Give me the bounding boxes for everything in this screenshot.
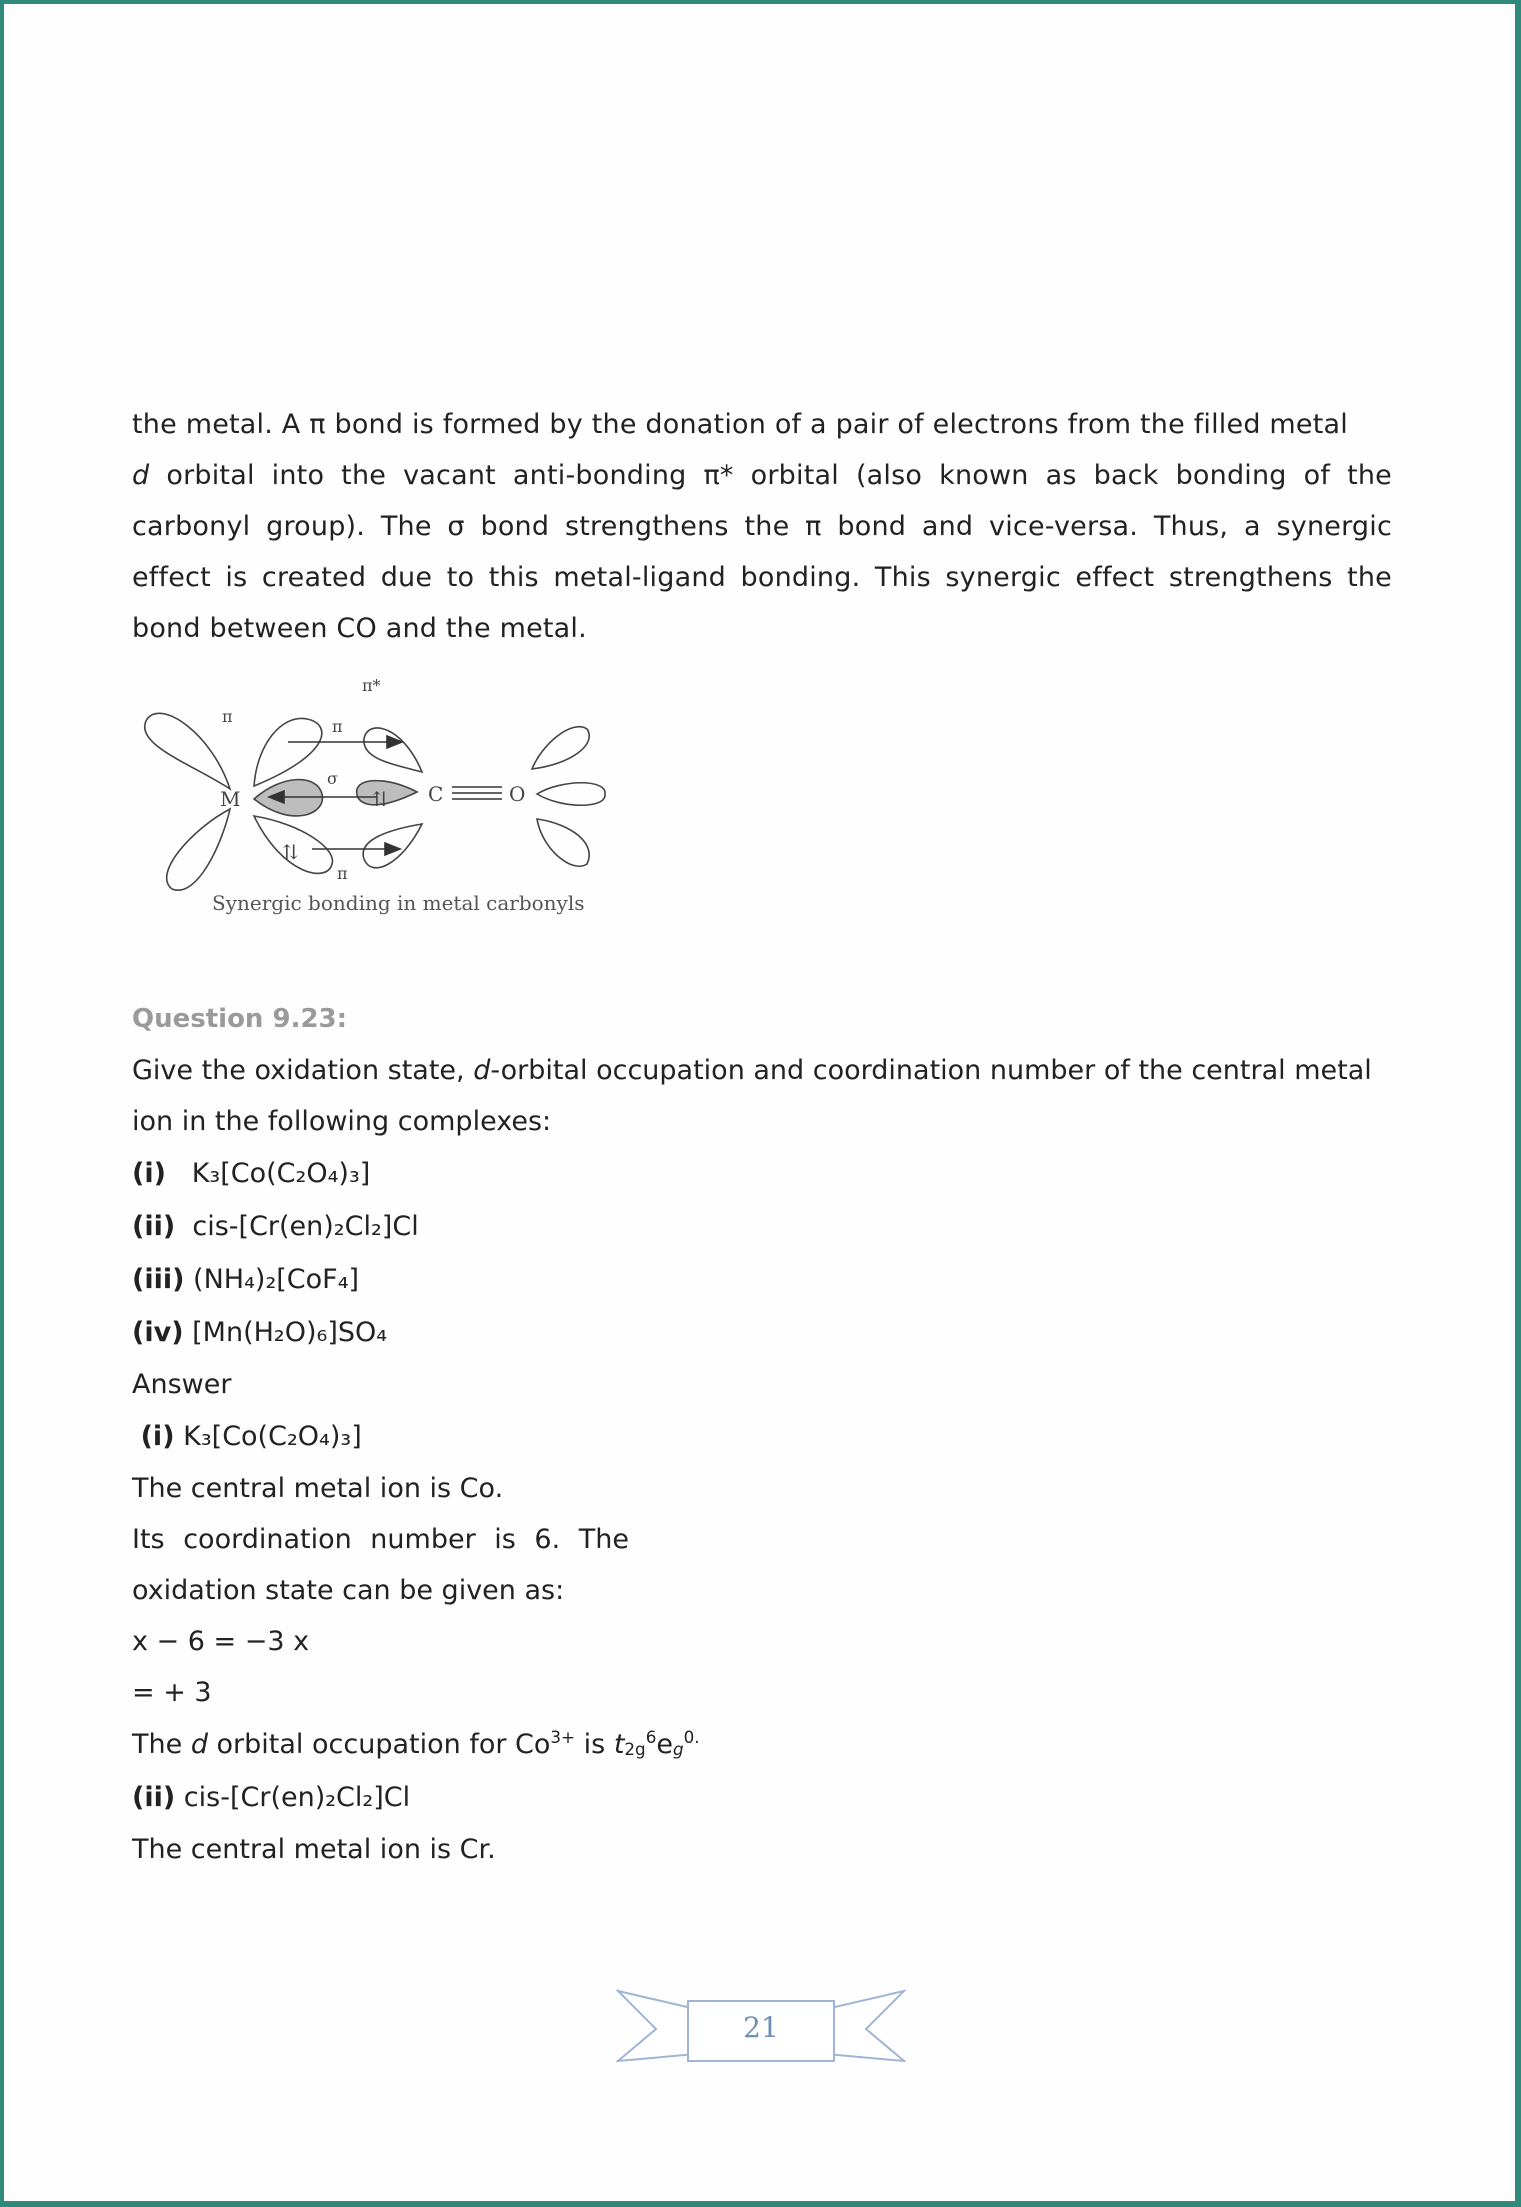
answer-formula: cis-[Cr(en)₂Cl₂]Cl: [183, 1782, 411, 1813]
item-formula: [Mn(H₂O)₆]SO₄: [192, 1317, 388, 1348]
equation-line-2: = + 3: [132, 1677, 212, 1708]
document-page: [4, 4, 1515, 2201]
electron-pair-sigma: ⇅: [372, 787, 389, 811]
orbital-occupation-line: [132, 1718, 1392, 1771]
question-prompt-line-1: [132, 1045, 1392, 1096]
item-formula: cis-[Cr(en)₂Cl₂]Cl: [192, 1211, 419, 1242]
page-number: 21: [743, 2011, 779, 2044]
answer-part-ii-heading: [132, 1771, 1392, 1824]
pi-star-label: π*: [362, 676, 381, 695]
pi-label-bottom: π: [337, 864, 348, 883]
pi-label-left: π: [222, 707, 233, 726]
answer-line: The central metal ion is Cr.: [132, 1834, 496, 1865]
figure-caption: Synergic bonding in metal carbonyls: [212, 891, 585, 915]
synergic-paragraph: [132, 399, 1392, 654]
orbital-diagram-icon: [132, 664, 612, 894]
occ-e: e: [656, 1729, 673, 1760]
question-heading: Question 9.23:: [132, 1004, 348, 1034]
item-label: (i): [132, 1158, 166, 1189]
answer-part-i-heading: [132, 1410, 1392, 1463]
occ-t: t: [613, 1729, 625, 1760]
question-item-i: [132, 1147, 1392, 1200]
occ-mid: orbital occupation for Co: [207, 1729, 551, 1760]
paragraph-line-5: bond between CO and the metal.: [132, 613, 587, 644]
occ-charge: 3+: [550, 1727, 576, 1747]
paragraph-line-3: carbonyl group). The σ bond strengthens the π bond and vice-versa. Thus, a synergic: [132, 511, 1392, 542]
item-formula: K₃[Co(C₂O₄)₃]: [191, 1158, 371, 1189]
answer-line: Its coordination number is 6. The: [132, 1524, 629, 1555]
metal-label: M: [220, 787, 241, 811]
page-content: [132, 399, 1392, 1875]
paragraph-line-2: [132, 450, 1392, 501]
item-label: (iv): [132, 1317, 184, 1348]
synergic-bonding-figure: [132, 664, 612, 954]
occ-is: is: [575, 1729, 614, 1760]
occ-e-sup: 0.: [683, 1727, 700, 1747]
occ-t-sub: 2g: [624, 1739, 646, 1759]
item-label: (iii): [132, 1264, 185, 1295]
occ-d: d: [190, 1729, 208, 1760]
prompt-part-a: Give the oxidation state,: [132, 1055, 474, 1086]
paragraph-line-1: the metal. A π bond is formed by the donation of a pair of electrons from the filled metal: [132, 409, 1348, 440]
item-formula: (NH₄)₂[CoF₄]: [193, 1264, 360, 1295]
oxygen-label: O: [509, 782, 526, 806]
prompt-part-b: -orbital occupation and coordination number of the central metal: [490, 1055, 1372, 1086]
equation-1: x − 6 = −3 x: [132, 1626, 310, 1657]
occ-e-sub: g: [672, 1739, 684, 1759]
sigma-label: σ: [327, 769, 338, 788]
question-item-iv: [132, 1306, 1392, 1359]
paragraph-line-4: effect is created due to this metal-ligand bonding. This synergic effect strengthens the: [132, 562, 1392, 593]
d-italic: d: [132, 460, 150, 491]
occ-prefix: The: [132, 1729, 191, 1760]
answer-line: The central metal ion is Co.: [132, 1473, 504, 1504]
pi-label-top: π: [332, 717, 343, 736]
equation-line-1: [132, 1616, 1392, 1667]
item-label: (ii): [132, 1211, 176, 1242]
occ-t-sup: 6: [645, 1727, 657, 1747]
prompt-d: d: [473, 1055, 491, 1086]
question-item-iii: [132, 1253, 1392, 1306]
electron-pair-pi: ⇅: [282, 840, 299, 864]
answer-line: oxidation state can be given as:: [132, 1575, 565, 1606]
answer-label: (i): [140, 1421, 175, 1452]
paragraph-line-2-text: orbital into the vacant anti-bonding π* orbital (also known as back bonding of the: [166, 460, 1392, 491]
question-prompt-line-2: ion in the following complexes:: [132, 1106, 552, 1137]
answer-label: (ii): [132, 1782, 176, 1813]
answer-formula: K₃[Co(C₂O₄)₃]: [183, 1421, 362, 1452]
answer-heading: Answer: [132, 1369, 232, 1400]
page-number-ribbon: [616, 1989, 906, 2069]
question-item-ii: [132, 1200, 1392, 1253]
carbon-label: C: [428, 782, 444, 806]
